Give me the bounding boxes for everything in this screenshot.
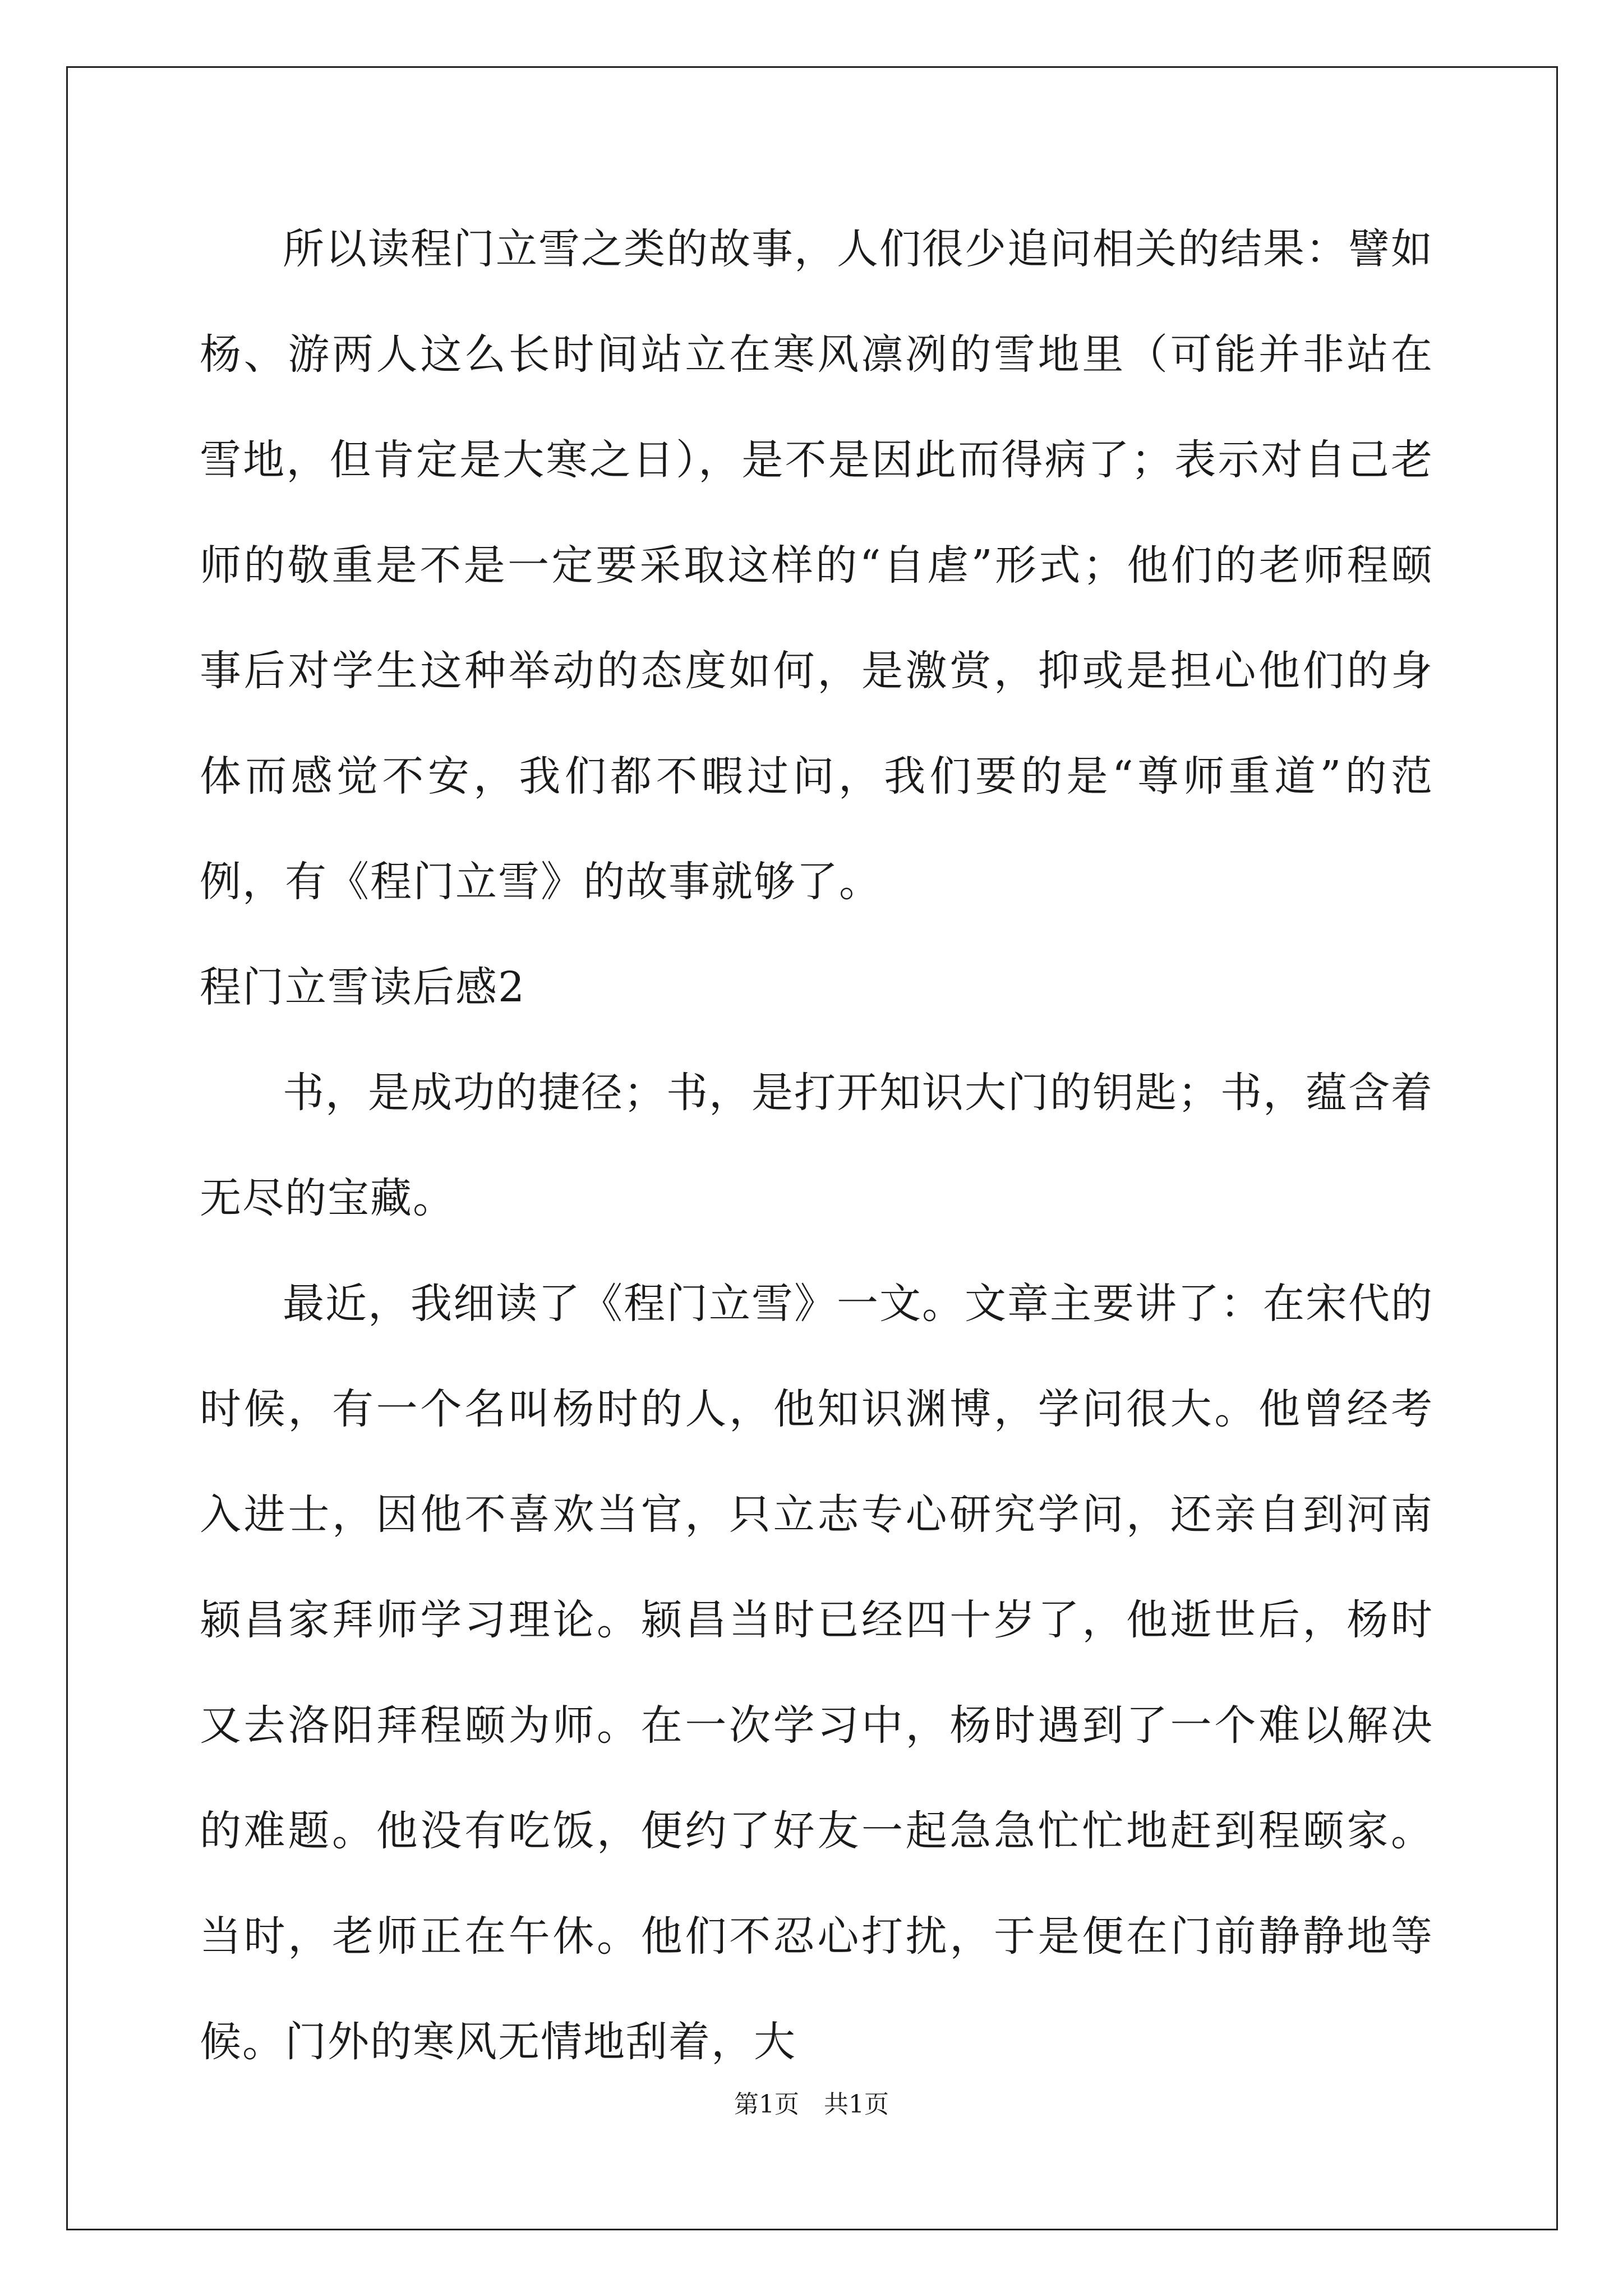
paragraph: 最近，我细读了《程门立雪》一文。文章主要讲了：在宋代的时候，有一个名叫杨时的人，他知识渊博，学问很大。他曾经考入进士，因他不喜欢当官，只立志专心研究学问，还亲自到河南颍昌家拜师学习理论。颍昌当时已经四十岁了，他逝世后，杨时又去洛阳拜程颐为师。在一次学习中，杨时遇到了一个难以解决的难题。他没有吃饭，便约了好友一起急急忙忙地赶到程颐家。当时，老师正在午休。他们不忍心打扰，于是便在门前静静地等候。门外的寒风无情地刮着，大 <box>200 1280 1433 2066</box>
paragraph: 书，是成功的捷径；书，是打开知识大门的钥匙；书，蕴含着无尽的宝藏。 <box>200 1069 1433 1222</box>
page-number-footer: 第1页 共1页 <box>734 2090 889 2119</box>
section-heading: 程门立雪读后感2 <box>200 963 526 1011</box>
document-body <box>200 196 1433 2095</box>
paragraph: 所以读程门立雪之类的故事，人们很少追问相关的结果：譬如杨、游两人这么长时间站立在寒风凛冽的雪地里（可能并非站在雪地，但肯定是大寒之日），是不是因此而得病了；表示对自己老师的敬重是不是一定要采取这样的“自虐”形式；他们的老师程颐事后对学生这种举动的态度如何，是激赏，抑或是担心他们的身体而感觉不安，我们都不暇过问，我们要的是“尊师重道”的范例，有《程门立雪》的故事就够了。 <box>200 225 1433 906</box>
